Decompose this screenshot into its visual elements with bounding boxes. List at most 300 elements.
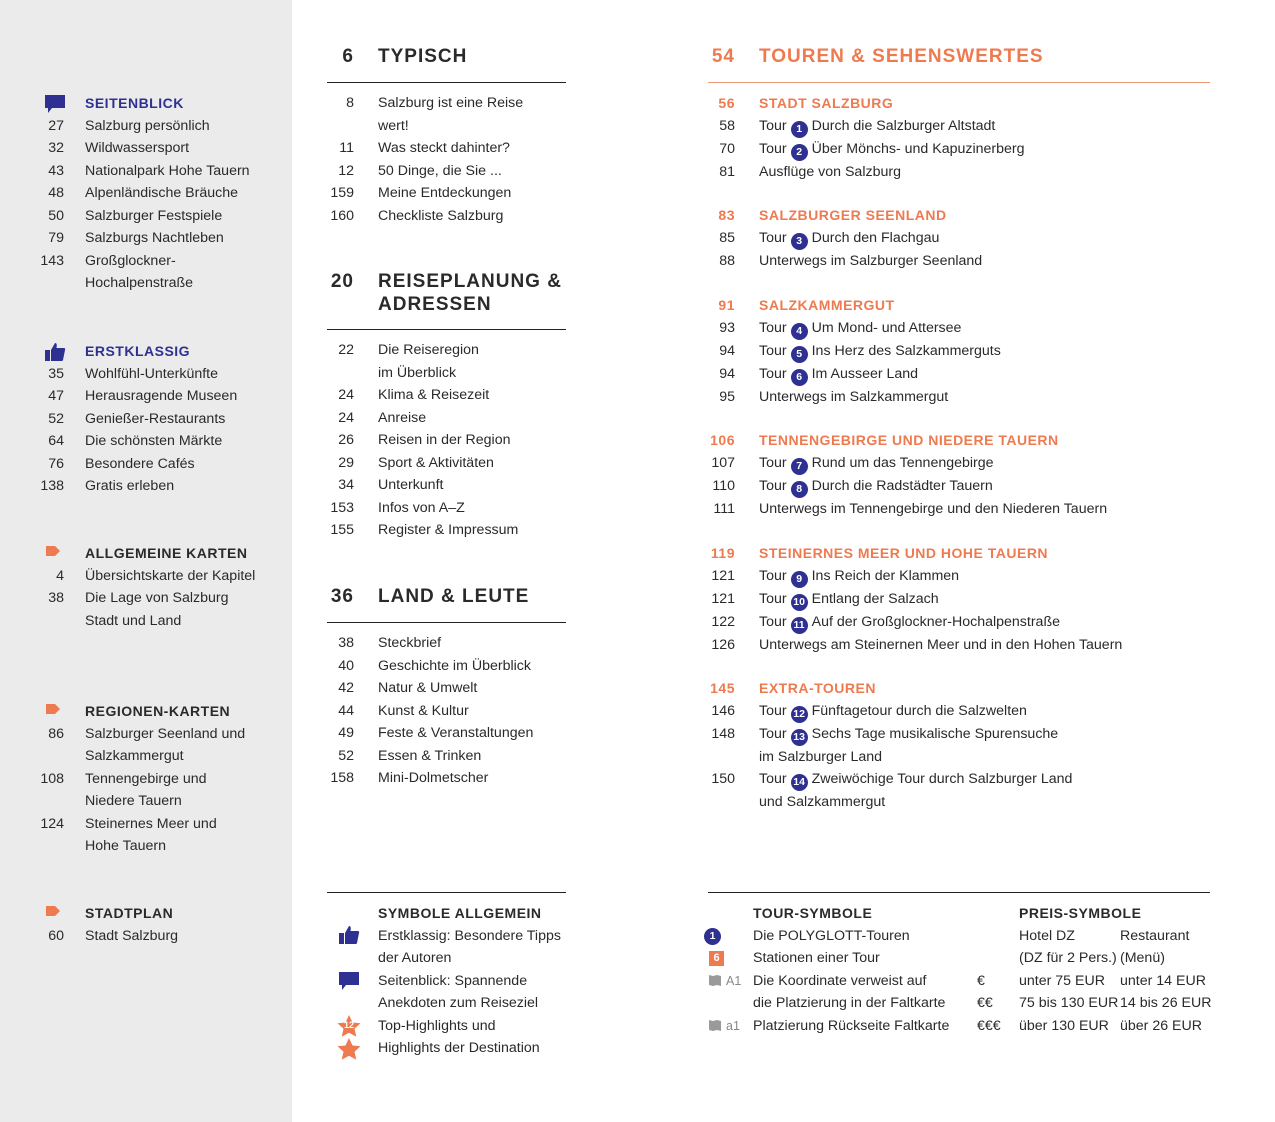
item-title bbox=[759, 115, 995, 138]
restaurant-price: unter 14 EUR bbox=[1120, 972, 1206, 989]
list-item[interactable] bbox=[708, 363, 1001, 386]
item-title bbox=[759, 588, 939, 611]
item-title: Infos von A–Z bbox=[378, 499, 465, 516]
list-item[interactable] bbox=[708, 452, 1107, 475]
tour-number-badge: 7 bbox=[791, 458, 808, 475]
tour-title: Entlang der Salzach bbox=[811, 590, 939, 607]
tour-label: Tour bbox=[759, 725, 787, 742]
region-page: 119 bbox=[710, 545, 735, 561]
chapter-heading bbox=[327, 585, 529, 608]
restaurant-price: über 26 EUR bbox=[1120, 1017, 1203, 1034]
list-item[interactable] bbox=[0, 250, 250, 295]
tour-title: Unterwegs im Salzkammergut bbox=[759, 388, 949, 405]
list-item[interactable] bbox=[327, 677, 587, 700]
item-title: Salzburger Seenland und Salzkammergut bbox=[85, 725, 246, 764]
page-number: 4 bbox=[56, 567, 64, 584]
map-arrow-icon bbox=[44, 702, 62, 720]
list-item[interactable] bbox=[0, 723, 245, 768]
tour-label: Tour bbox=[759, 319, 787, 336]
tour-label: Tour bbox=[759, 771, 787, 787]
tour-title: Rund um das Tennengebirge bbox=[811, 454, 994, 471]
region-section-5 bbox=[708, 677, 1072, 814]
item-title: Tennengebirge und Niedere Tauern bbox=[85, 770, 207, 809]
spacer bbox=[0, 700, 85, 723]
page-number: 85 bbox=[719, 229, 735, 246]
page-number: 24 bbox=[338, 387, 354, 403]
list-item[interactable] bbox=[708, 250, 982, 273]
list-item[interactable] bbox=[708, 611, 1122, 634]
item-title: Stadt Salzburg bbox=[85, 927, 179, 944]
page-number: 150 bbox=[711, 771, 735, 787]
list-item[interactable] bbox=[327, 182, 587, 205]
chapter-0 bbox=[327, 45, 524, 224]
item-title: Salzburg persönlich bbox=[85, 117, 210, 134]
page-number: 76 bbox=[48, 455, 64, 472]
tour-label: Tour bbox=[759, 702, 787, 719]
item-title: Meine Entdeckungen bbox=[378, 185, 512, 201]
tour-label: Tour bbox=[759, 590, 787, 607]
page-number: 111 bbox=[713, 500, 735, 517]
item-title bbox=[759, 250, 982, 273]
item-title: Wohlfühl-Unterkünfte bbox=[85, 365, 219, 382]
item-title: Reisen in der Region bbox=[378, 432, 511, 448]
item-title: Was steckt dahinter? bbox=[378, 140, 510, 156]
page-number: 88 bbox=[719, 252, 735, 269]
item-title: Sport & Aktivitäten bbox=[378, 454, 494, 471]
list-item[interactable] bbox=[0, 453, 237, 476]
tour-number-badge: 11 bbox=[791, 617, 808, 634]
list-item[interactable] bbox=[327, 700, 587, 723]
list-item[interactable] bbox=[708, 227, 982, 250]
speech-bubble-icon bbox=[338, 971, 360, 995]
item-title: Essen & Trinken bbox=[378, 747, 482, 764]
legend-item: Erstklassig: Besondere Tipps der Autoren bbox=[378, 927, 561, 966]
sidebar-section-1 bbox=[0, 340, 237, 498]
highlight-star-icon bbox=[336, 1037, 362, 1065]
item-title: Anreise bbox=[378, 409, 427, 426]
page-number: 35 bbox=[48, 365, 64, 382]
tour-badge-symbol: 1 bbox=[704, 928, 721, 945]
tour-label: Tour bbox=[759, 342, 787, 359]
legend-rule bbox=[708, 892, 1210, 893]
page-number: 160 bbox=[330, 207, 354, 224]
tour-label: Tour bbox=[759, 454, 787, 471]
chapter-rule bbox=[327, 329, 566, 330]
item-title: Steinernes Meer und Hohe Tauern bbox=[85, 815, 217, 854]
tour-title: Unterwegs am Steinernen Meer und in den Hohen Tauern bbox=[759, 636, 1123, 653]
legend-tour bbox=[753, 902, 949, 1037]
page-number: 159 bbox=[330, 185, 354, 201]
tour-number-badge: 1 bbox=[791, 121, 808, 138]
item-title: Salzburger Festspiele bbox=[85, 207, 223, 224]
list-item[interactable] bbox=[0, 115, 250, 138]
list-item[interactable] bbox=[327, 767, 587, 790]
legend-item: Seitenblick: Spannende Anekdoten zum Reiseziel bbox=[378, 972, 539, 1011]
page-number: 40 bbox=[338, 657, 354, 674]
legend-item: Stationen einer Tour bbox=[753, 950, 880, 966]
chapter-page: 6 bbox=[342, 46, 354, 67]
chapter-title: TOUREN & SEHENSWERTES bbox=[759, 46, 1044, 67]
region-title: SALZBURGER SEENLAND bbox=[759, 207, 947, 223]
list-item[interactable] bbox=[0, 768, 245, 813]
page-number: 44 bbox=[338, 702, 354, 719]
page-number: 26 bbox=[338, 432, 354, 448]
item-title bbox=[759, 498, 1107, 521]
list-item[interactable] bbox=[708, 386, 1001, 409]
legend-title: SYMBOLE ALLGEMEIN bbox=[378, 905, 542, 921]
map-arrow-icon bbox=[44, 544, 62, 562]
page-number: 58 bbox=[719, 117, 735, 134]
spacer bbox=[0, 902, 85, 925]
region-section-4 bbox=[708, 542, 1122, 656]
sidebar-section-heading bbox=[0, 92, 250, 115]
page-number: 42 bbox=[338, 680, 354, 696]
item-title: Übersichtskarte der Kapitel bbox=[85, 567, 256, 584]
tour-label: Tour bbox=[759, 140, 787, 157]
item-title bbox=[759, 161, 901, 184]
folded-map-icon bbox=[709, 974, 722, 991]
list-item[interactable] bbox=[708, 768, 1072, 814]
page-number: 11 bbox=[339, 140, 354, 156]
list-item[interactable] bbox=[327, 384, 587, 407]
legend-price bbox=[977, 902, 1211, 1037]
item-title: Checkliste Salzburg bbox=[378, 207, 504, 224]
chapter-heading bbox=[327, 45, 467, 68]
item-title: Salzburg ist eine Reise wert! bbox=[378, 95, 524, 134]
page-number: 38 bbox=[338, 635, 354, 651]
item-title: Besondere Cafés bbox=[85, 455, 195, 472]
page-number: 143 bbox=[40, 252, 64, 269]
legend-title: PREIS-SYMBOLE bbox=[1019, 905, 1142, 921]
item-title: Großglockner- Hochalpenstraße bbox=[85, 252, 194, 291]
page-number: 43 bbox=[48, 162, 64, 179]
page-number: 122 bbox=[711, 613, 735, 630]
legend-general bbox=[378, 902, 561, 1060]
page-number: 155 bbox=[330, 522, 354, 538]
list-item[interactable] bbox=[708, 498, 1107, 521]
sidebar-section-heading bbox=[0, 542, 255, 565]
sidebar-section-0 bbox=[0, 92, 250, 295]
restaurant-column-heading: Restaurant (Menü) bbox=[1120, 927, 1190, 966]
item-title bbox=[759, 386, 948, 409]
region-section-1 bbox=[708, 204, 982, 272]
tour-label: Tour bbox=[759, 567, 787, 584]
list-item[interactable] bbox=[0, 227, 250, 250]
item-title bbox=[759, 768, 1072, 814]
list-item[interactable] bbox=[327, 722, 587, 745]
sidebar-section-3 bbox=[0, 700, 245, 858]
list-item[interactable] bbox=[0, 205, 250, 228]
item-title bbox=[759, 565, 959, 588]
item-title: Genießer-Restaurants bbox=[85, 410, 226, 427]
chapter-items bbox=[327, 92, 587, 227]
region-page: 83 bbox=[718, 207, 735, 223]
page-number: 107 bbox=[711, 454, 735, 471]
item-title: Mini-Dolmetscher bbox=[378, 770, 489, 786]
region-section-0 bbox=[708, 92, 1025, 183]
tour-number-badge: 9 bbox=[791, 571, 808, 588]
item-title bbox=[759, 700, 1027, 723]
station-symbol: 6 bbox=[709, 951, 724, 966]
tour-title: Zweiwöchige Tour durch Salzburger Land und Salzkammergut bbox=[759, 771, 1073, 810]
region-heading bbox=[708, 429, 1107, 452]
chapter-2 bbox=[327, 585, 534, 786]
tour-title: Über Mönchs- und Kapuzinerberg bbox=[811, 140, 1025, 157]
page-number: 153 bbox=[330, 499, 354, 516]
item-title: Die Reiseregion im Überblick bbox=[378, 342, 479, 381]
page-number: 93 bbox=[719, 319, 735, 336]
price-symbol: €€€ bbox=[977, 1017, 1001, 1034]
region-page: 56 bbox=[718, 95, 735, 111]
legend-item: Die Koordinate verweist auf die Platzierung in der Faltkarte bbox=[753, 972, 946, 1011]
item-title: Die schönsten Märkte bbox=[85, 433, 223, 449]
item-title: Die Lage von Salzburg Stadt und Land bbox=[85, 590, 229, 629]
item-title bbox=[759, 340, 1001, 363]
page-number: 121 bbox=[711, 567, 735, 584]
item-title bbox=[759, 475, 993, 498]
tour-title: Unterwegs im Salzburger Seenland bbox=[759, 252, 983, 269]
sidebar-section-heading bbox=[0, 902, 178, 925]
tour-number-badge: 12 bbox=[791, 706, 808, 723]
list-item[interactable] bbox=[327, 519, 587, 542]
item-title: Klima & Reisezeit bbox=[378, 387, 490, 403]
page-number: 24 bbox=[338, 409, 354, 426]
list-item[interactable] bbox=[708, 634, 1122, 657]
region-page: 145 bbox=[710, 680, 735, 696]
tour-title: Durch den Flachgau bbox=[811, 229, 940, 246]
tour-number-badge: 8 bbox=[791, 481, 808, 498]
page-number: 52 bbox=[48, 410, 64, 427]
item-title: Natur & Umwelt bbox=[378, 680, 478, 696]
region-heading bbox=[708, 92, 1025, 115]
chapter-title: REISEPLANUNG & ADRESSEN bbox=[378, 271, 562, 315]
list-item[interactable] bbox=[327, 160, 587, 183]
page-number: 148 bbox=[711, 725, 735, 742]
page-number: 29 bbox=[338, 454, 354, 471]
hotel-price: über 130 EUR bbox=[1019, 1017, 1109, 1034]
chapter-title: LAND & LEUTE bbox=[378, 586, 530, 607]
item-title: Salzburgs Nachtleben bbox=[85, 230, 224, 246]
tour-number-badge: 2 bbox=[791, 144, 808, 161]
region-heading bbox=[708, 542, 1122, 565]
item-title: Nationalpark Hohe Tauern bbox=[85, 162, 250, 179]
item-title: Alpenländische Bräuche bbox=[85, 185, 239, 201]
list-item[interactable] bbox=[327, 632, 587, 655]
thumbs-up-icon bbox=[338, 925, 360, 949]
page-number: 108 bbox=[40, 770, 64, 787]
tour-title: Im Ausseer Land bbox=[811, 365, 919, 382]
page-number: 121 bbox=[711, 590, 735, 607]
page-number: 64 bbox=[48, 433, 64, 449]
page-number: 146 bbox=[711, 702, 735, 719]
chapter-page: 20 bbox=[330, 271, 354, 292]
tour-title: Auf der Großglockner-Hochalpenstraße bbox=[811, 613, 1061, 630]
tour-label: Tour bbox=[759, 365, 787, 382]
page-number: 8 bbox=[346, 95, 354, 111]
map-arrow-icon bbox=[44, 904, 62, 922]
region-heading bbox=[708, 677, 1072, 700]
item-title: Herausragende Museen bbox=[85, 388, 238, 404]
item-title bbox=[759, 452, 994, 475]
list-item[interactable] bbox=[708, 723, 1072, 769]
chapter-rule bbox=[327, 622, 566, 623]
hotel-column-heading: Hotel DZ (DZ für 2 Pers.) bbox=[1019, 927, 1117, 966]
map-coordinate: a1 bbox=[726, 1019, 740, 1033]
item-title: Steckbrief bbox=[378, 635, 442, 651]
list-item[interactable] bbox=[0, 925, 178, 948]
list-item[interactable] bbox=[0, 160, 250, 183]
list-item[interactable] bbox=[708, 588, 1122, 611]
list-item[interactable] bbox=[327, 655, 587, 678]
list-item[interactable] bbox=[0, 182, 250, 205]
chapter-items bbox=[327, 632, 587, 790]
list-item[interactable] bbox=[327, 205, 587, 228]
sidebar-section-title: STADTPLAN bbox=[85, 905, 174, 921]
item-title bbox=[759, 611, 1060, 634]
list-item[interactable] bbox=[0, 363, 237, 386]
list-item[interactable] bbox=[0, 385, 237, 408]
list-item[interactable] bbox=[327, 474, 587, 497]
region-title: EXTRA-TOUREN bbox=[759, 680, 876, 696]
region-heading bbox=[708, 294, 1001, 317]
touren-heading bbox=[708, 45, 1044, 68]
thumbs-up-icon bbox=[44, 342, 66, 366]
page-number: 49 bbox=[338, 725, 354, 741]
page-number: 79 bbox=[48, 230, 64, 246]
list-item[interactable] bbox=[708, 700, 1072, 723]
list-item[interactable] bbox=[708, 115, 1025, 138]
tour-title: Durch die Radstädter Tauern bbox=[811, 477, 993, 494]
list-item[interactable] bbox=[327, 407, 587, 430]
list-item[interactable] bbox=[0, 430, 237, 453]
list-item[interactable] bbox=[708, 161, 1025, 184]
item-title bbox=[759, 227, 939, 250]
page-number: 110 bbox=[712, 477, 735, 494]
list-item[interactable] bbox=[0, 137, 250, 160]
legend-title: TOUR-SYMBOLE bbox=[753, 905, 873, 921]
list-item[interactable] bbox=[327, 92, 587, 137]
page-number: 22 bbox=[338, 342, 354, 358]
sidebar-section-title: ALLGEMEINE KARTEN bbox=[85, 545, 248, 561]
item-title: 50 Dinge, die Sie ... bbox=[378, 162, 502, 179]
legend-item: Die POLYGLOTT-Touren bbox=[753, 927, 910, 944]
list-item[interactable] bbox=[0, 587, 255, 632]
item-title bbox=[759, 363, 918, 386]
tour-label: Tour bbox=[759, 477, 787, 494]
list-item[interactable] bbox=[708, 565, 1122, 588]
page-number: 27 bbox=[48, 117, 64, 134]
sidebar-section-2 bbox=[0, 542, 255, 632]
page-number: 12 bbox=[338, 162, 354, 179]
legend-item: Platzierung Rückseite Faltkarte bbox=[753, 1017, 950, 1034]
item-title: Wildwassersport bbox=[85, 140, 190, 156]
sidebar-section-title: REGIONEN-KARTEN bbox=[85, 703, 231, 719]
tour-title: Ausflüge von Salzburg bbox=[759, 163, 901, 180]
list-item[interactable] bbox=[708, 317, 1001, 340]
page-number: 38 bbox=[48, 590, 64, 606]
item-title: Geschichte im Überblick bbox=[378, 657, 531, 674]
page-number: 138 bbox=[40, 478, 64, 494]
chapter-items bbox=[327, 339, 587, 542]
region-title: SALZKAMMERGUT bbox=[759, 297, 895, 313]
page-number: 81 bbox=[719, 163, 735, 180]
touren-rule bbox=[708, 82, 1210, 83]
page-number: 95 bbox=[719, 388, 735, 405]
list-item[interactable] bbox=[708, 138, 1025, 161]
item-title bbox=[759, 317, 961, 340]
list-item[interactable] bbox=[0, 565, 255, 588]
item-title: Register & Impressum bbox=[378, 522, 519, 538]
spacer bbox=[0, 542, 85, 565]
list-item[interactable] bbox=[708, 475, 1107, 498]
sidebar-section-4 bbox=[0, 902, 178, 947]
legend-item: Top-Highlights und Highlights der Destination bbox=[378, 1017, 540, 1056]
sidebar-section-heading bbox=[0, 700, 245, 723]
tour-number-badge: 6 bbox=[791, 369, 808, 386]
item-title: Unterkunft bbox=[378, 477, 444, 493]
page-number: 52 bbox=[338, 747, 354, 764]
chapter-page: 54 bbox=[711, 46, 735, 67]
list-item[interactable] bbox=[0, 813, 245, 858]
item-title bbox=[759, 138, 1025, 161]
chapter-1 bbox=[327, 270, 562, 538]
tour-number-badge: 13 bbox=[791, 729, 808, 746]
list-item[interactable] bbox=[327, 137, 587, 160]
sidebar-section-title: ERSTKLASSIG bbox=[85, 343, 191, 359]
tour-number-badge: 10 bbox=[791, 594, 808, 611]
region-title: STADT SALZBURG bbox=[759, 95, 894, 111]
region-page: 91 bbox=[718, 297, 735, 313]
page-number: 48 bbox=[48, 185, 64, 201]
list-item[interactable] bbox=[327, 497, 587, 520]
page-number: 86 bbox=[48, 725, 64, 742]
chapter-rule bbox=[327, 82, 566, 83]
sidebar-section-heading bbox=[0, 340, 237, 363]
page-number: 34 bbox=[338, 477, 354, 493]
list-item[interactable] bbox=[0, 475, 237, 498]
list-item[interactable] bbox=[708, 340, 1001, 363]
tour-number-badge: 4 bbox=[791, 323, 808, 340]
region-page: 106 bbox=[710, 432, 735, 448]
price-columns bbox=[1019, 925, 1211, 970]
price-row bbox=[977, 1015, 1211, 1038]
region-section-2 bbox=[708, 294, 1001, 408]
tour-title: Fünftagetour durch die Salzwelten bbox=[811, 702, 1027, 719]
tour-number-badge: 5 bbox=[791, 346, 808, 363]
tour-label: Tour bbox=[759, 117, 787, 134]
page-number: 94 bbox=[719, 342, 735, 359]
tour-number-badge: 14 bbox=[791, 774, 808, 791]
list-item[interactable] bbox=[327, 429, 587, 452]
page-number: 50 bbox=[48, 207, 64, 224]
item-title bbox=[759, 723, 1058, 769]
price-symbol: €€ bbox=[977, 995, 993, 1011]
list-item[interactable] bbox=[327, 452, 587, 475]
page-number: 60 bbox=[48, 927, 64, 944]
tour-title: Ins Reich der Klammen bbox=[811, 567, 960, 584]
list-item[interactable] bbox=[327, 745, 587, 768]
region-title: TENNENGEBIRGE UND NIEDERE TAUERN bbox=[759, 432, 1059, 448]
list-item[interactable] bbox=[0, 408, 237, 431]
tour-label: Tour bbox=[759, 613, 787, 630]
star-number: 12 bbox=[343, 1020, 354, 1030]
price-row bbox=[977, 992, 1211, 1015]
price-symbol: € bbox=[977, 972, 985, 989]
list-item[interactable] bbox=[327, 339, 587, 384]
tour-title: Unterwegs im Tennengebirge und den Niederen Tauern bbox=[759, 500, 1108, 517]
item-title: Kunst & Kultur bbox=[378, 702, 469, 719]
page-number: 158 bbox=[330, 770, 354, 786]
